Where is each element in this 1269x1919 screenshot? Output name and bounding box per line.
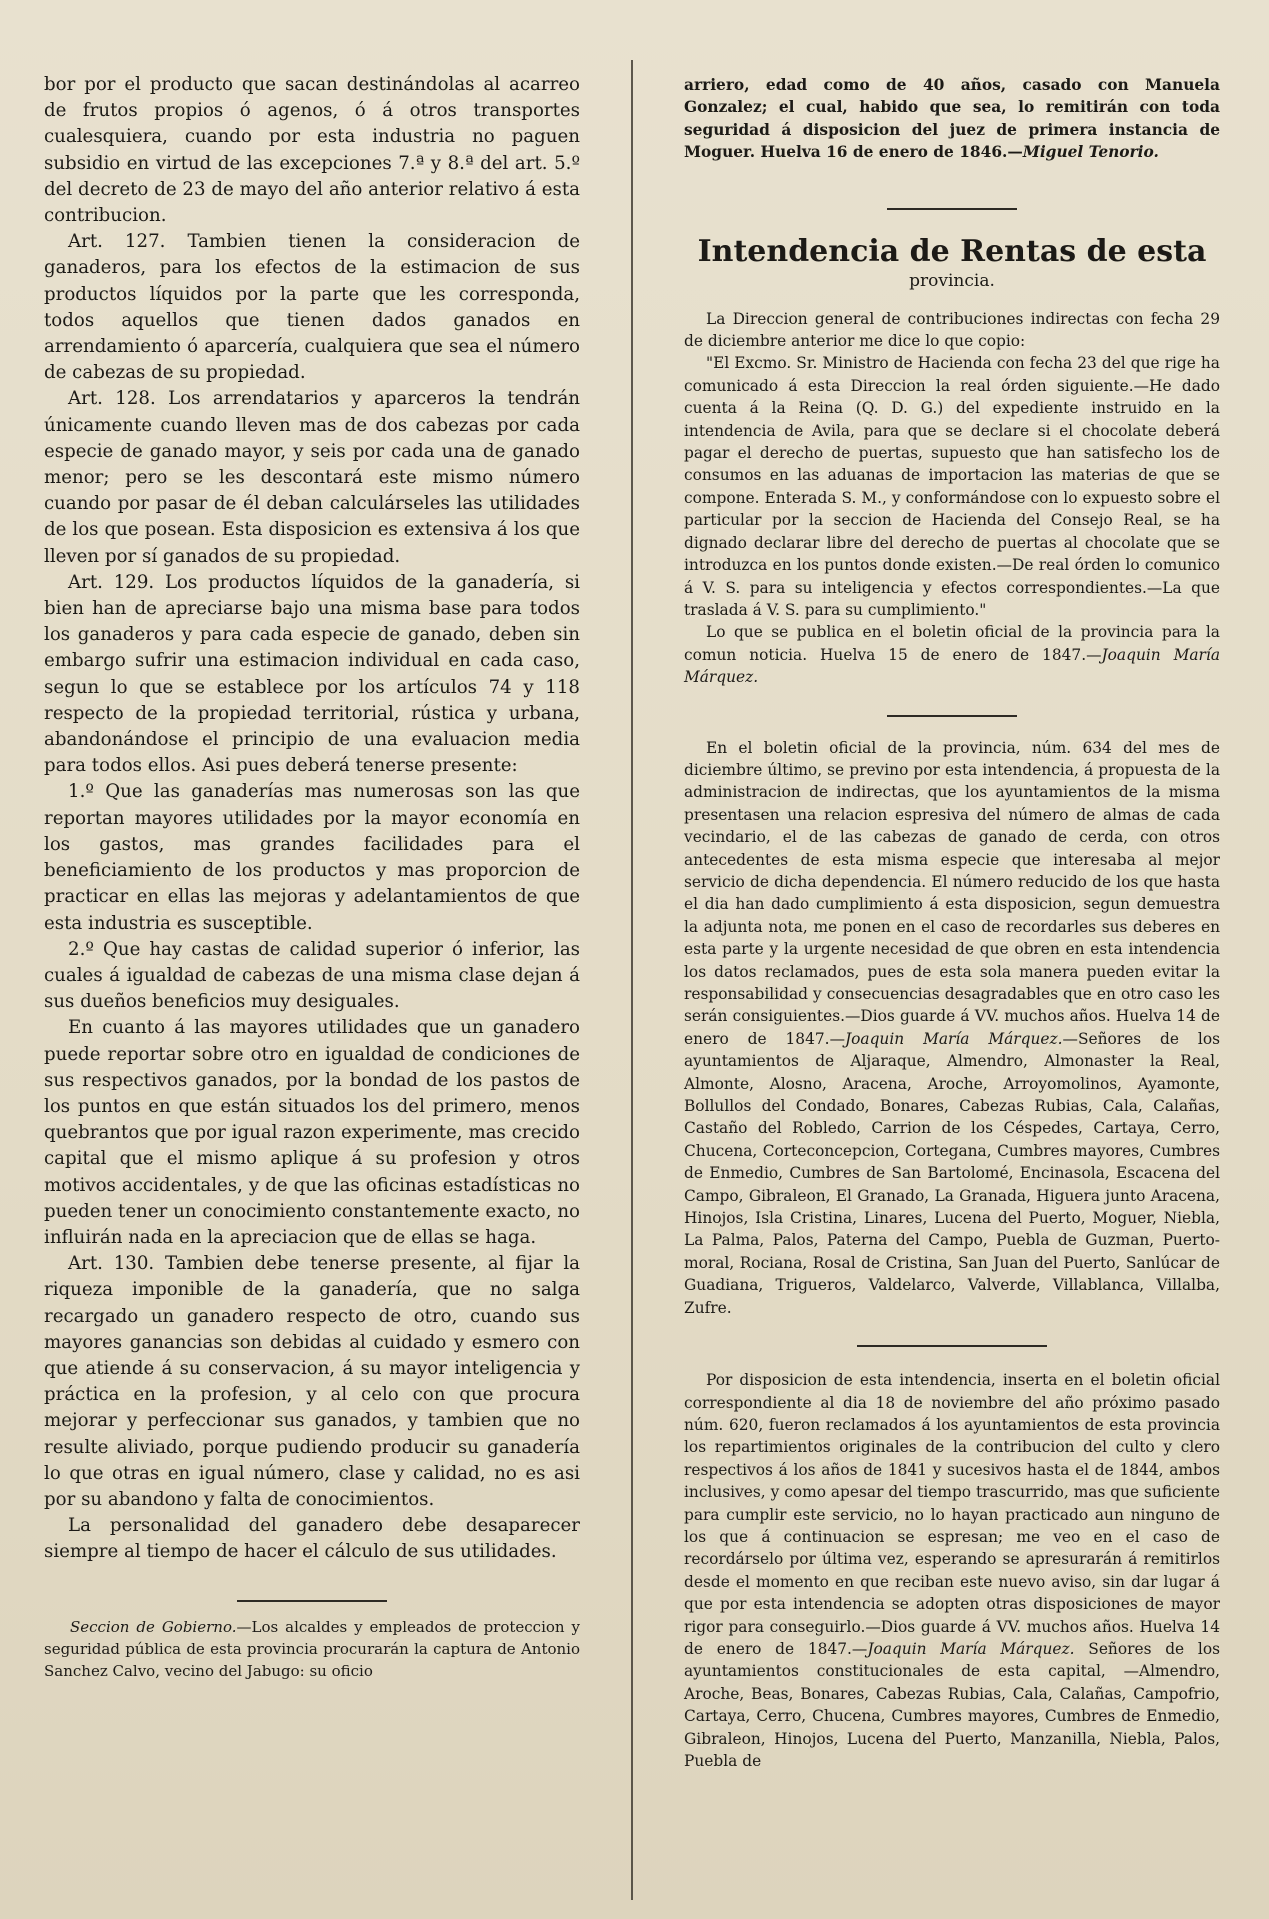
paragraph-utilidades: En cuanto á las mayores utilidades que un ganadero puede reportar sobre otro en igualdad de condiciones de sus respectivos ganados, por la bondad de los pastos de los puntos en que están situados los del primero, menos quebrantos que por igual razon experimente, mas crecido capital que el mismo aplique á su profesion y otros motivos accidentales, y de que las oficinas estadísticas no pueden tener un conocimiento constantemente exacto, no influirán nada en la apreciacion que de ellas se haga.: [44, 1017, 580, 1248]
arrest-signature: Miguel Tenorio.: [1022, 143, 1159, 162]
item-2: 2.º Que hay castas de calidad superior ó inferior, las cuales á igualdad de cabezas de una misma clase dejan á sus dueños beneficios muy desiguales.: [44, 938, 580, 1013]
notice3: [684, 1369, 1220, 1772]
section-rule: [857, 1345, 1047, 1347]
article-129: Art. 129. Los productos líquidos de la ganadería, si bien han de apreciarse bajo una misma base para todos los ganaderos y para cada especie de ganado, deben sin embargo sufrir una estimacion individual en cada caso, segun lo que se establece por los artículos 74 y 118 respecto de la propiedad territorial, rústica y urbana, abandonándose el principio de una evaluacion media para todos ellos. Asi pues deberá tenerse presente:: [44, 571, 580, 777]
article-127: Art. 127. Tambien tienen la consideracion de ganaderos, para los efectos de la estimacion de sus productos líquidos por la parte que les corresponda, todos aquellos que tienen dados ganados en arrendamiento ó aparcería, cualquiera que sea el número de cabezas de su propiedad.: [44, 231, 580, 384]
notice2-towns: —Señores de los ayuntamientos de Aljaraque, Almendro, Almonaster la Real, Almonte, Alosno, Aracena, Aroche, Arroyomolinos, Ayamonte, Bollullos del Condado, Bonares, Cabezas Rubias, Cala, Calañas, Castaño del Robledo, Carrion de los Céspedes, Cartaya, Cerro, Chucena, Corteconcepcion, Cortegana, Cumbres mayores, Cumbres de Enmedio, Cumbres de San Bartolomé, Encinasola, Escacena del Campo, Gibraleon, El Granado, La Granada, Higuera junto Aracena, Hinojos, Isla Cristina, Linares, Lucena del Puerto, Moguer, Niebla, La Palma, Palos, Paterna del Campo, Puebla de Guzman, Puerto-moral, Rociana, Rosal de Cristina, San Juan del Puerto, Sanlúcar de Guadiana, Trigueros, Valdelarco, Valverde, Villablanca, Villalba, Zufre.: [684, 1029, 1220, 1317]
seccion-gobierno-lead: Seccion de Gobierno.: [70, 1617, 237, 1636]
section-rule: [887, 208, 1017, 210]
section-rule: [887, 715, 1017, 717]
right-column: [684, 74, 1220, 1772]
arrest-continuation: [684, 74, 1220, 164]
column-divider: [631, 60, 633, 1900]
seccion-gobierno-text: —Los alcaldes y empleados de proteccion y seguridad pública de esta provincia procurarán la captura de Antonio Sanchez Calvo, vecino del Jabugo: su oficio: [44, 1617, 580, 1680]
section-title: Intendencia de Rentas de esta: [697, 233, 1207, 269]
item-1: 1.º Que las ganaderías mas numerosas son las que reportan mayores utilidades por la mayor economía en los gastos, mas grandes facilidades para el beneficiamiento de los productos y mas proporcion de practicar en ellas las mejoras y adelantamientos de que esta industria es susceptible.: [44, 781, 580, 934]
article-130: Art. 130. Tambien debe tenerse presente, al fijar la riqueza imponible de la ganadería, que no salga recargado un ganadero respecto de otro, cuando sus mayores ganancias son debidas al cuidado y esmero con que atiende á su conservacion, á su mayor inteligencia y práctica en la profesion, y al celo con que procura mejorar y perfeccionar sus ganados, y tambien que no resulte aliviado, porque pudiendo producir su ganadería lo que otras en igual número, clase y calidad, no es asi por su abandono y falta de conocimientos.: [44, 1253, 580, 1510]
notice3-text: Por disposicion de esta intendencia, inserta en el boletin oficial correspondiente al dia 18 de noviembre del año próximo pasado núm. 620, fueron reclamados á los ayuntamientos de esta provincia los repartimientos originales de la contribucion del culto y clero respectivos á los años de 1841 y sucesivos hasta el de 1844, ambos inclusives, y como apesar del tiempo trascurrido, mas que suficiente para cumplir este servicio, no lo hayan practicado aun ninguno de los que á continuacion se espresan; me veo en el caso de recordárselo por última vez, esperando se apresurarán á remitirlos desde el momento en que reciban este nuevo aviso, sin dar lugar á que por esta intendencia se adopten otras disposiciones de mayor rigor para conseguirlo.—Dios guarde á VV. muchos años. Huelva 14 de enero de 1847.—: [684, 1371, 1220, 1658]
notice1-quote: "El Excmo. Sr. Ministro de Hacienda con fecha 23 del que rige ha comunicado á esta Direccion la real órden siguiente.—He dado cuenta á la Reina (Q. D. G.) del expediente instruido en la intendencia de Avila, para que se declare si el chocolate deberá pagar el derecho de puertas, supuesto que han satisfecho los de consumos en las aduanas de importacion las materias de que se compone. Enterada S. M., y conformándose con lo expuesto sobre el particular por la seccion de Hacienda del Consejo Real, se ha dignado declarar libre del derecho de puertas al chocolate que se introduzca en los puntos donde existen.—De real órden lo comunico á V. S. para su inteligencia y efectos correspondientes.—La que traslada á V. S. para su cumplimiento.": [684, 354, 1220, 619]
seccion-gobierno-notice: [44, 1616, 580, 1682]
notice3-signature: Joaquin María Márquez.: [867, 1639, 1075, 1658]
paragraph-personalidad: La personalidad del ganadero debe desaparecer siempre al tiempo de hacer el cálculo de sus utilidades.: [44, 1515, 580, 1563]
notice2-text: En el boletin oficial de la provincia, núm. 634 del mes de diciembre último, se previno por esta intendencia, á propuesta de la administracion de indirectas, que los ayuntamientos de la misma presentasen una relacion espresiva del número de almas de cada vecindario, el de las cabezas de ganado de cerda, con otros antecedentes de esta misma especie que interesaba al mejor servicio de dicha dependencia. El número reducido de los que hasta el dia han dado cumplimiento á esta disposicion, segun demuestra la adjunta nota, me ponen en el caso de recordarles sus deberes en esta parte y la urgente necesidad de que obren en esta intendencia los datos reclamados, pues de esta sola manera pueden evitar la responsabilidad y consecuencias desagradables que en otro caso les serán consiguientes.—Dios guarde á VV. muchos años. Huelva 14 de enero de 1847.—: [684, 738, 1220, 1048]
notice1-closing: [684, 621, 1220, 688]
notice2: [684, 737, 1220, 1320]
notice1-signature: Joaquin María Márquez.: [684, 645, 1220, 687]
section-subtitle: provincia.: [909, 270, 995, 291]
article-128: Art. 128. Los arrendatarios y aparceros la tendrán únicamente cuando lleven mas de dos cabezas por cada especie de ganado mayor, y seis por cada una de ganado menor; pero se les descontará este mismo número cuando por pasar de él deban calculárseles las utilidades de los que posean. Esta disposicion es extensiva á los que lleven por sí ganados de su propiedad.: [44, 388, 580, 567]
notice3-towns: Señores de los ayuntamientos constitucionales de esta capital, —Almendro, Aroche, Beas, Bonares, Cabezas Rubias, Cala, Calañas, Campofrio, Cartaya, Cerro, Chucena, Cumbres mayores, Cumbres de Enmedio, Gibraleon, Hinojos, Lucena del Puerto, Manzanilla, Niebla, Palos, Puebla de: [684, 1639, 1220, 1770]
notice1-intro: La Direccion general de contribuciones indirectas con fecha 29 de diciembre anterior me dice lo que copio:: [684, 309, 1220, 351]
section-rule: [237, 1600, 387, 1602]
notice2-signature: Joaquin María Márquez.: [844, 1029, 1063, 1048]
notice1-closing-text: Lo que se publica en el boletin oficial de la provincia para la comun noticia. Huelva 15 de enero de 1847.—: [684, 623, 1220, 664]
arrest-continuation-text: arriero, edad como de 40 años, casado con Manuela Gonzalez; el cual, habido que sea, lo remitirán con toda seguridad á disposicion del juez de primera instancia de Moguer. Huelva 16 de enero de 1846.—: [684, 76, 1220, 162]
paragraph-continuation: bor por el producto que sacan destinándolas al acarreo de frutos propios ó agenos, ó á otros transportes cualesquiera, cuando por esta industria no paguen subsidio en virtud de las excepciones 7.ª y 8.ª del art. 5.º del decreto de 23 de mayo del año anterior relativo á esta contribucion.: [44, 74, 580, 227]
left-column: [44, 72, 580, 1682]
